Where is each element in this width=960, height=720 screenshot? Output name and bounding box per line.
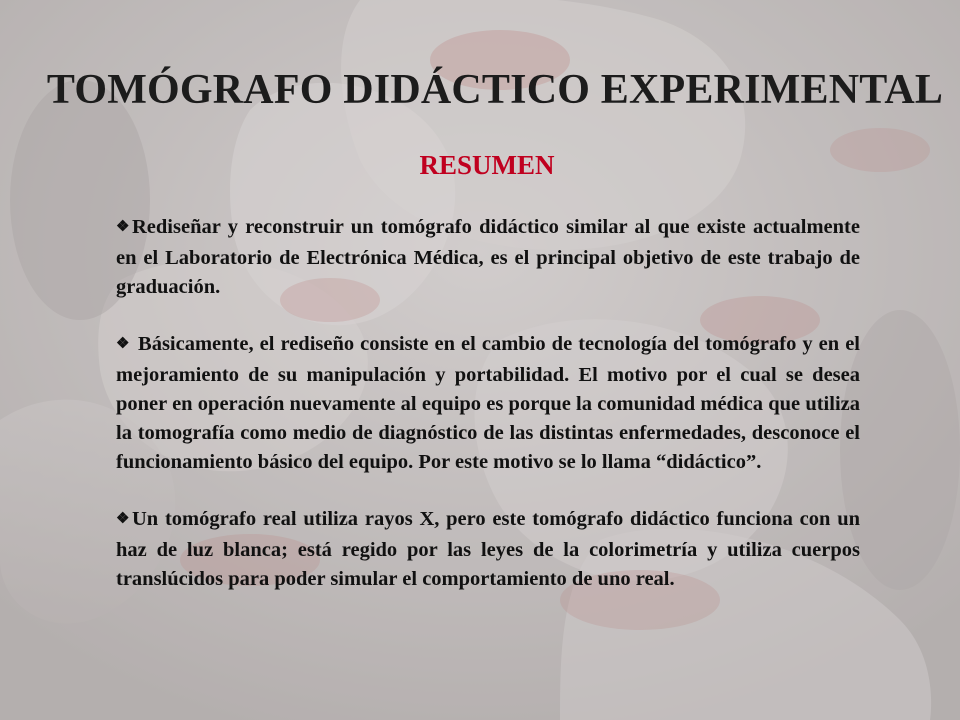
summary-body — [116, 213, 860, 622]
paragraph-1-text: Rediseñar y reconstruir un tomógrafo didáctico similar al que existe actualmente en el Laboratorio de Electrónica Médica, es el principal objetivo de este trabajo de graduación. — [116, 216, 860, 298]
diamond-bullet-icon: ❖ — [116, 511, 130, 527]
paragraph-2 — [116, 330, 860, 477]
paragraph-2-text: Básicamente, el rediseño consiste en el cambio de tecnología del tomógrafo y en el mejoramiento de su manipulación y portabilidad. El motivo por el cual se desea poner en operación nuevamente al equipo es porque la comunidad médica que utiliza la tomografía como medio de diagnóstico de las distintas enfermedades, desconoce el funcionamiento básico del equipo. Por este motivo se lo llama “didáctico”. — [116, 333, 860, 473]
diamond-bullet-icon: ❖ — [116, 219, 130, 235]
slide-title: TOMÓGRAFO DIDÁCTICO EXPERIMENTAL — [46, 67, 944, 113]
diamond-bullet-icon: ❖ — [116, 336, 130, 352]
paragraph-1 — [116, 213, 860, 302]
paragraph-3 — [116, 505, 860, 594]
section-subtitle: RESUMEN — [419, 150, 555, 180]
paragraph-3-text: Un tomógrafo real utiliza rayos X, pero este tomógrafo didáctico funciona con un haz de luz blanca; está regido por las leyes de la colorimetría y utiliza cuerpos translúcidos para poder simular el comportamiento de uno real. — [116, 508, 860, 590]
